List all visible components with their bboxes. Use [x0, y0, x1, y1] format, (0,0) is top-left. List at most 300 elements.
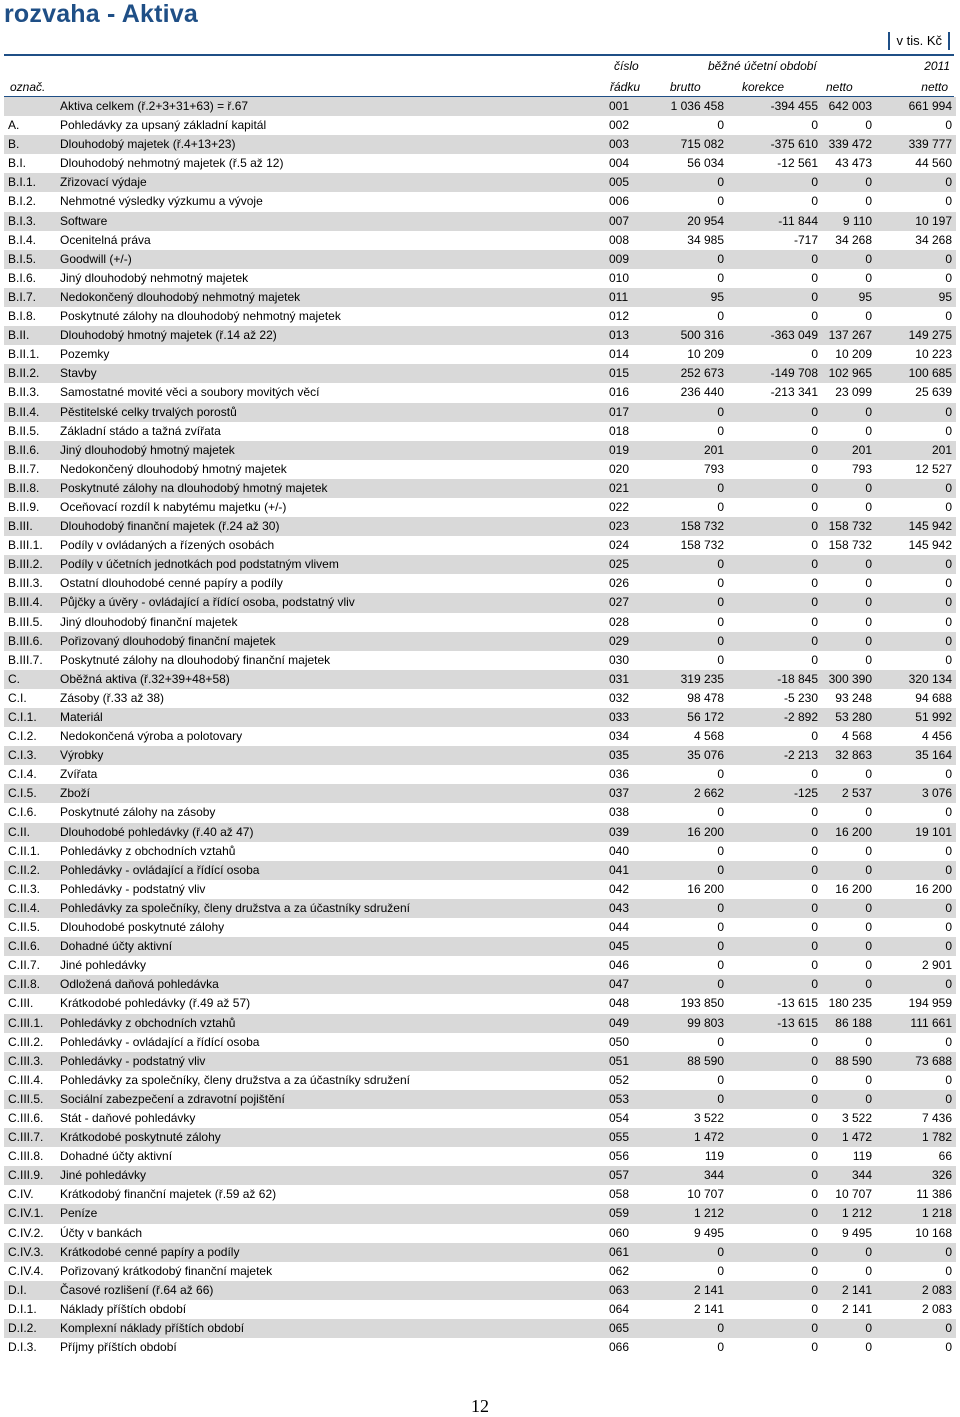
row-number: 055: [609, 1130, 630, 1145]
row-netto: 339 472: [828, 137, 872, 152]
header-korekce: korekce: [742, 80, 785, 94]
row-brutto: 193 850: [680, 996, 724, 1011]
row-korekce: 0: [811, 881, 818, 896]
row-label: Pohledávky - podstatný vliv: [60, 881, 206, 896]
row-brutto: 9 495: [693, 1225, 724, 1240]
row-label: Podíly v ovládaných a řízených osobách: [60, 538, 275, 553]
row-netto-prev: 194 959: [908, 996, 952, 1011]
row-brutto: 0: [717, 958, 724, 973]
table-row: [4, 613, 956, 632]
table-row: [4, 1319, 956, 1338]
row-code: C.I.6.: [8, 805, 37, 820]
row-netto: 53 280: [835, 710, 872, 724]
row-netto: 0: [865, 480, 872, 495]
balance-table: [4, 97, 956, 1357]
table-row: [4, 956, 956, 975]
row-label: Pohledávky - podstatný vliv: [60, 1053, 206, 1068]
row-netto: 0: [865, 309, 872, 324]
row-korekce: 0: [811, 423, 818, 438]
row-korekce: 0: [811, 958, 818, 973]
row-brutto: 0: [717, 862, 724, 877]
row-netto-prev: 16 200: [915, 881, 952, 896]
row-netto-prev: 25 639: [915, 385, 952, 400]
row-netto-prev: 145 942: [908, 519, 952, 534]
row-label: Pohledávky za společníky, členy družstva a za účastníky sdružení: [60, 900, 410, 915]
row-korekce: -125: [793, 786, 818, 801]
row-label: Nehmotné výsledky výzkumu a vývoje: [60, 194, 263, 209]
row-netto-prev: 51 992: [915, 710, 952, 724]
row-korekce: 0: [811, 1149, 818, 1164]
row-code: C.III.1.: [8, 1015, 44, 1030]
row-brutto: 0: [717, 423, 724, 438]
row-number: 060: [609, 1225, 630, 1240]
row-label: Komplexní náklady příštích období: [60, 1321, 245, 1335]
row-korekce: 0: [811, 404, 818, 419]
table-row: [4, 651, 956, 670]
table-row: [4, 1262, 956, 1281]
row-code: B.II.1.: [8, 347, 40, 362]
row-netto-prev: 0: [945, 270, 952, 285]
row-brutto: 500 316: [680, 328, 724, 343]
row-number: 025: [609, 557, 630, 572]
row-brutto: 88 590: [687, 1053, 724, 1068]
row-label: Stavby: [60, 366, 97, 381]
row-korekce: -13 615: [777, 996, 818, 1011]
table-row: [4, 1033, 956, 1052]
row-netto: 2 141: [841, 1282, 872, 1297]
row-number: 001: [609, 99, 630, 113]
row-code: A.: [8, 118, 20, 133]
row-brutto: 0: [717, 977, 724, 992]
row-netto-prev: 2 083: [921, 1282, 952, 1297]
row-netto: 793: [851, 461, 872, 476]
row-code: C.II.7.: [8, 958, 41, 973]
row-brutto: 344: [703, 1168, 724, 1183]
row-korekce: 0: [811, 1110, 818, 1125]
table-row: [4, 517, 956, 536]
row-label: Pohledávky z obchodních vztahů: [60, 843, 236, 858]
table-row: [4, 364, 956, 383]
row-netto: 32 863: [835, 748, 872, 763]
row-code: D.I.: [8, 1282, 27, 1297]
row-number: 053: [609, 1091, 630, 1106]
row-korekce: -363 049: [770, 328, 818, 343]
row-korekce: 0: [811, 461, 818, 476]
table-row: [4, 689, 956, 708]
row-korekce: 0: [811, 194, 818, 209]
row-number: 030: [609, 652, 630, 667]
row-korekce: -2 892: [783, 710, 818, 724]
row-code: B.II.6.: [8, 442, 40, 457]
row-number: 012: [609, 309, 630, 324]
row-brutto: 252 673: [680, 366, 724, 381]
row-netto-prev: 11 386: [916, 1187, 952, 1202]
row-netto-prev: 0: [945, 194, 952, 209]
row-korekce: 0: [811, 824, 818, 839]
row-number: 018: [609, 423, 630, 438]
row-label: Ocenitelná práva: [60, 232, 151, 247]
row-netto-prev: 0: [945, 900, 952, 915]
row-number: 063: [609, 1282, 630, 1297]
row-brutto: 0: [717, 194, 724, 209]
row-netto: 0: [865, 118, 872, 133]
row-number: 026: [609, 576, 630, 591]
row-brutto: 56 172: [687, 710, 724, 724]
row-brutto: 0: [717, 1072, 724, 1087]
row-korekce: 0: [811, 843, 818, 858]
row-korekce: -11 844: [778, 213, 818, 228]
row-korekce: 0: [811, 1225, 818, 1240]
table-row: [4, 975, 956, 994]
row-label: Jiné pohledávky: [60, 958, 147, 973]
row-korekce: 0: [811, 729, 818, 744]
row-label: Pohledávky za společníky, členy družstva a za účastníky sdružení: [60, 1072, 410, 1087]
table-row: [4, 1243, 956, 1262]
row-label: Krátkodobé poskytnuté zálohy: [60, 1130, 221, 1145]
row-korekce: 0: [811, 767, 818, 782]
row-number: 054: [609, 1110, 630, 1125]
row-netto: 300 390: [828, 671, 872, 686]
row-brutto: 0: [717, 480, 724, 495]
table-row: [4, 97, 956, 116]
row-korekce: 0: [811, 1263, 818, 1278]
row-code: C.I.3.: [8, 748, 37, 763]
row-brutto: 0: [717, 175, 724, 190]
table-row: [4, 1300, 956, 1319]
row-label: Jiný dlouhodobý nehmotný majetek: [60, 270, 249, 285]
row-netto-prev: 0: [945, 1321, 952, 1335]
row-number: 029: [609, 633, 630, 648]
header-obdobi: běžné účetní období: [708, 59, 817, 73]
row-label: Jiný dlouhodobý finanční majetek: [60, 614, 238, 629]
row-code: C.II.1.: [8, 843, 41, 858]
table-row: [4, 250, 956, 269]
row-brutto: 35 076: [687, 748, 724, 763]
table-row: [4, 269, 956, 288]
table-row: [4, 1204, 956, 1223]
table-row: [4, 632, 956, 651]
row-code: C.III.8.: [8, 1149, 44, 1164]
row-number: 062: [609, 1263, 630, 1278]
row-label: Poskytnuté zálohy na dlouhodobý finanční majetek: [60, 652, 331, 667]
row-korekce: 0: [811, 1206, 818, 1221]
row-netto: 9 495: [841, 1225, 872, 1240]
row-brutto: 0: [717, 1034, 724, 1049]
row-korekce: 0: [811, 939, 818, 954]
column-header-row-2: [4, 78, 954, 96]
row-number: 066: [609, 1340, 630, 1355]
row-netto: 201: [851, 442, 872, 457]
row-korekce: 0: [811, 652, 818, 667]
row-code: B.III.6.: [8, 633, 43, 648]
table-row: [4, 1128, 956, 1147]
row-label: Dlouhodobý nehmotný majetek (ř.5 až 12): [60, 156, 284, 171]
row-brutto: 0: [717, 557, 724, 572]
row-number: 015: [609, 366, 630, 381]
row-netto-prev: 0: [945, 251, 952, 266]
row-netto: 180 235: [828, 996, 872, 1011]
row-label: Goodwill (+/-): [60, 251, 132, 266]
row-number: 017: [609, 404, 630, 419]
row-netto: 16 200: [835, 881, 872, 896]
row-netto: 0: [865, 1263, 872, 1278]
table-row: [4, 326, 956, 345]
table-row: [4, 1071, 956, 1090]
row-brutto: 98 478: [687, 690, 724, 705]
row-code: B.III.1.: [8, 538, 43, 553]
row-netto: 95: [858, 289, 872, 304]
row-brutto: 0: [717, 939, 724, 954]
row-number: 009: [609, 251, 630, 266]
row-netto-prev: 0: [945, 595, 952, 610]
row-korekce: 0: [811, 1053, 818, 1068]
row-code: C.I.: [8, 690, 27, 705]
row-brutto: 0: [717, 805, 724, 820]
row-korekce: 0: [811, 576, 818, 591]
row-code: B.II.3.: [8, 385, 40, 400]
row-brutto: 0: [717, 652, 724, 667]
row-netto-prev: 0: [945, 843, 952, 858]
row-label: Příjmy příštích období: [60, 1340, 177, 1355]
row-netto: 2 141: [841, 1301, 872, 1316]
row-korekce: 0: [811, 1282, 818, 1297]
row-number: 027: [609, 595, 630, 610]
row-number: 059: [609, 1206, 630, 1221]
row-netto-prev: 4 456: [921, 729, 952, 744]
row-code: C.II.4.: [8, 900, 41, 915]
row-korekce: 0: [811, 347, 818, 362]
row-korekce: -149 708: [770, 366, 818, 381]
table-row: [4, 727, 956, 746]
row-netto: 10 707: [835, 1187, 872, 1202]
row-label: Zboží: [60, 786, 91, 801]
row-label: Pohledávky z obchodních vztahů: [60, 1015, 236, 1030]
row-netto-prev: 94 688: [915, 690, 952, 705]
row-netto-prev: 35 164: [915, 748, 952, 763]
row-code: B.I.6.: [8, 270, 37, 285]
row-code: B.II.: [8, 328, 30, 343]
row-code: C.: [8, 671, 20, 686]
row-netto: 93 248: [835, 690, 872, 705]
row-brutto: 158 732: [680, 538, 724, 553]
table-row: [4, 288, 956, 307]
row-korekce: 0: [811, 499, 818, 514]
row-brutto: 1 036 458: [670, 99, 724, 113]
row-number: 004: [609, 156, 630, 171]
row-netto: 0: [865, 557, 872, 572]
row-netto: 119: [852, 1149, 872, 1164]
row-code: C.III.9.: [8, 1168, 44, 1183]
row-netto-prev: 0: [945, 1244, 952, 1259]
row-korekce: -375 610: [770, 137, 818, 152]
row-netto: 10 209: [835, 347, 872, 362]
row-code: B.III.3.: [8, 576, 43, 591]
row-brutto: 0: [717, 1091, 724, 1106]
header-netto: netto: [826, 80, 853, 94]
row-number: 064: [609, 1301, 630, 1316]
row-label: Půjčky a úvěry - ovládající a řídící osoba, podstatný vliv: [60, 595, 355, 610]
table-row: [4, 880, 956, 899]
table-row: [4, 116, 956, 135]
row-label: Samostatné movité věci a soubory movitých věcí: [60, 385, 320, 400]
row-brutto: 10 707: [687, 1187, 724, 1202]
row-number: 047: [609, 977, 630, 992]
row-brutto: 2 662: [693, 786, 724, 801]
row-label: Dlouhodobý majetek (ř.4+13+23): [60, 137, 236, 152]
row-code: C.IV.4.: [8, 1263, 44, 1278]
row-code: B.I.4.: [8, 232, 37, 247]
row-number: 021: [609, 480, 630, 495]
row-brutto: 3 522: [693, 1110, 724, 1125]
table-row: [4, 173, 956, 192]
row-netto: 0: [865, 977, 872, 992]
header-oznac: označ.: [10, 80, 46, 94]
row-label: Nedokončený dlouhodobý nehmotný majetek: [60, 289, 301, 304]
row-brutto: 119: [704, 1149, 724, 1164]
row-number: 007: [609, 213, 630, 228]
row-korekce: 0: [811, 1130, 818, 1145]
table-row: [4, 498, 956, 517]
row-korekce: 0: [811, 1091, 818, 1106]
row-code: C.IV.: [8, 1187, 34, 1202]
row-brutto: 0: [717, 767, 724, 782]
row-number: 051: [609, 1053, 630, 1068]
column-header-row-1: [4, 57, 954, 75]
row-netto: 0: [865, 499, 872, 514]
row-number: 002: [609, 118, 630, 133]
row-brutto: 56 034: [687, 156, 724, 171]
header-year: 2011: [924, 59, 950, 73]
row-netto-prev: 0: [945, 614, 952, 629]
row-label: Pohledávky - ovládající a řídící osoba: [60, 862, 260, 877]
row-code: B.II.7.: [8, 461, 40, 476]
row-number: 052: [609, 1072, 630, 1087]
row-number: 032: [609, 690, 630, 705]
row-korekce: -18 845: [777, 671, 818, 686]
row-code: C.III.3.: [8, 1053, 44, 1068]
row-number: 016: [609, 385, 630, 400]
row-netto: 0: [865, 614, 872, 629]
row-korekce: 0: [811, 1321, 818, 1335]
row-number: 061: [609, 1244, 630, 1259]
table-row: [4, 765, 956, 784]
row-code: C.IV.3.: [8, 1244, 44, 1259]
row-number: 003: [609, 137, 630, 152]
row-label: Materiál: [60, 710, 103, 724]
row-code: B.I.3.: [8, 213, 37, 228]
table-row: [4, 708, 956, 727]
row-netto-prev: 1 782: [921, 1130, 952, 1145]
header-rule: [4, 54, 954, 56]
row-netto-prev: 0: [945, 767, 952, 782]
table-row: [4, 1109, 956, 1128]
row-korekce: 0: [811, 270, 818, 285]
row-netto: 102 965: [828, 366, 872, 381]
row-netto: 0: [865, 1321, 872, 1335]
table-row: [4, 441, 956, 460]
row-label: Poskytnuté zálohy na dlouhodobý nehmotný majetek: [60, 309, 341, 324]
row-label: Pohledávky - ovládající a řídící osoba: [60, 1034, 260, 1049]
row-netto: 158 732: [828, 519, 872, 534]
row-netto-prev: 0: [945, 480, 952, 495]
table-row: [4, 918, 956, 937]
row-netto-prev: 19 101: [915, 824, 952, 839]
row-code: B.III.: [8, 519, 33, 534]
row-netto: 0: [865, 805, 872, 820]
row-netto: 0: [865, 270, 872, 285]
row-label: Základní stádo a tažná zvířata: [60, 423, 221, 438]
row-korekce: -394 455: [770, 99, 818, 113]
header-cislo: číslo: [614, 59, 639, 73]
row-code: C.I.4.: [8, 767, 37, 782]
row-number: 056: [609, 1149, 630, 1164]
row-label: Zvířata: [60, 767, 98, 782]
row-netto: 0: [865, 843, 872, 858]
row-label: Dlouhodobý finanční majetek (ř.24 až 30): [60, 519, 280, 534]
row-code: B.III.4.: [8, 595, 43, 610]
row-label: Zásoby (ř.33 až 38): [60, 690, 165, 705]
table-row: [4, 192, 956, 211]
row-brutto: 793: [703, 461, 724, 476]
row-label: Aktiva celkem (ř.2+3+31+63) = ř.67: [60, 99, 249, 113]
row-netto-prev: 0: [945, 423, 952, 438]
table-row: [4, 345, 956, 364]
row-korekce: 0: [811, 118, 818, 133]
row-label: Peníze: [60, 1206, 98, 1221]
row-number: 019: [609, 442, 630, 457]
row-label: Software: [60, 213, 108, 228]
table-row: [4, 746, 956, 765]
table-row: [4, 460, 956, 479]
row-netto: 0: [865, 920, 872, 935]
row-netto-prev: 0: [945, 652, 952, 667]
row-netto-prev: 3 076: [921, 786, 952, 801]
row-brutto: 0: [717, 1244, 724, 1259]
row-code: B.I.7.: [8, 289, 37, 304]
row-number: 024: [609, 538, 630, 553]
row-label: Pohledávky za upsaný základní kapitál: [60, 118, 267, 133]
row-korekce: 0: [811, 557, 818, 572]
row-brutto: 158 732: [680, 519, 724, 534]
row-korekce: -213 341: [770, 385, 818, 400]
row-netto: 0: [865, 1072, 872, 1087]
row-brutto: 95: [710, 289, 724, 304]
row-brutto: 0: [717, 270, 724, 285]
row-code: C.II.: [8, 824, 31, 839]
table-row: [4, 937, 956, 956]
row-brutto: 0: [717, 843, 724, 858]
row-netto: 0: [865, 251, 872, 266]
row-netto-prev: 7 436: [921, 1110, 952, 1125]
row-netto-prev: 661 994: [908, 99, 952, 113]
row-number: 048: [609, 996, 630, 1011]
row-netto: 642 003: [828, 99, 872, 113]
row-label: Nedokončený dlouhodobý hmotný majetek: [60, 461, 287, 476]
row-number: 034: [609, 729, 630, 744]
row-korekce: 0: [811, 900, 818, 915]
row-netto: 16 200: [835, 824, 872, 839]
units-label: v tis. Kč: [888, 32, 950, 50]
row-korekce: 0: [811, 289, 818, 304]
row-code: C.II.6.: [8, 939, 41, 954]
table-row: [4, 861, 956, 880]
row-code: C.II.2.: [8, 862, 41, 877]
row-code: B.II.9.: [8, 499, 40, 514]
row-label: Pořizovaný dlouhodobý finanční majetek: [60, 633, 276, 648]
row-netto-prev: 145 942: [908, 538, 952, 553]
row-label: Krátkodobý finanční majetek (ř.59 až 62): [60, 1187, 277, 1202]
row-netto-prev: 0: [945, 1091, 952, 1106]
